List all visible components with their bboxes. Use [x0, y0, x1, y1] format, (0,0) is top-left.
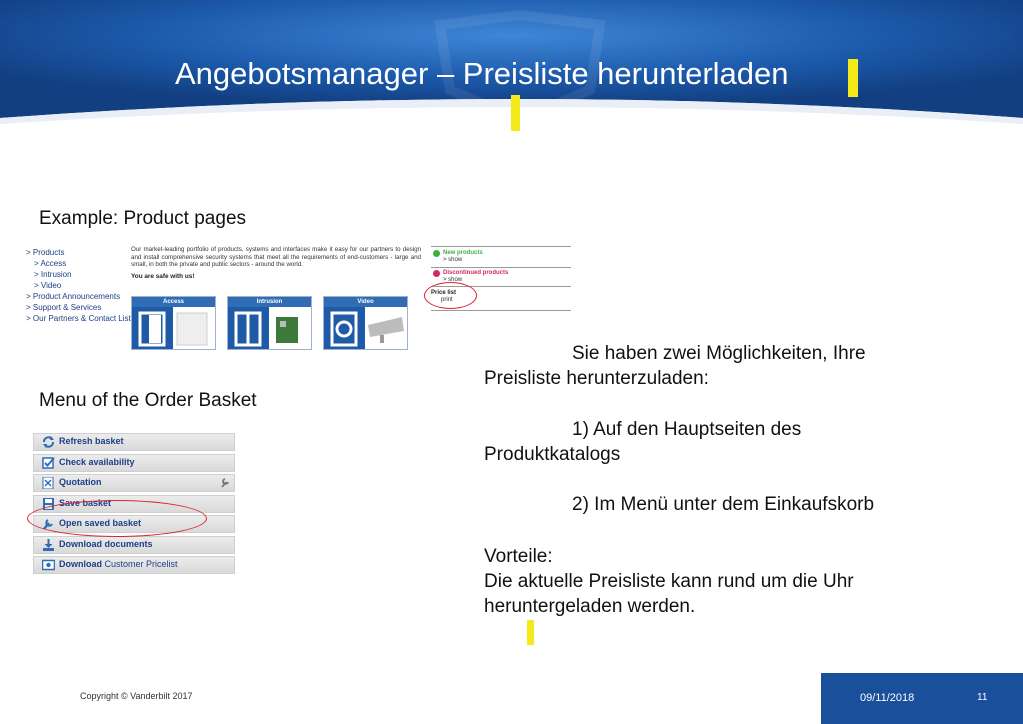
- discontinued-show-link[interactable]: > show: [443, 277, 463, 283]
- product-intro-text: Our market-leading portfolio of products, systems and interfaces make it easy for our partners to design and install comprehensive security systems that meet all the requirements of end-customers - large and small, in both the private and public sectors - around the world.: [131, 246, 421, 269]
- right-paragraph-2: [484, 417, 801, 467]
- tile-title: Intrusion: [228, 297, 311, 307]
- menu-item[interactable]: > Products: [26, 248, 65, 257]
- divider: [431, 246, 571, 247]
- checkbox-icon: [42, 457, 55, 469]
- tile-video[interactable]: [323, 296, 408, 350]
- status-dot-icon: [433, 270, 440, 277]
- menu-label: Refresh basket: [59, 436, 124, 446]
- text-line: Produktkatalogs: [484, 444, 621, 465]
- door-icon: [132, 307, 215, 349]
- pricelist-icon: [42, 559, 55, 571]
- wrench-icon: [220, 477, 230, 488]
- copyright-text: Copyright © Vanderbilt 2017: [80, 691, 193, 701]
- slide-title: Angebotsmanager – Preisliste herunterladen: [175, 56, 789, 91]
- footer-box: [821, 673, 1023, 724]
- new-products-show-link[interactable]: > show: [443, 257, 463, 263]
- menu-item[interactable]: > Support & Services: [26, 303, 102, 312]
- quotation-button[interactable]: [33, 474, 235, 492]
- price-list-print-link[interactable]: print: [441, 297, 453, 303]
- menu-item[interactable]: > Intrusion: [34, 270, 72, 279]
- download-customer-pricelist-button[interactable]: [33, 556, 235, 574]
- header-banner: [0, 0, 1023, 160]
- text-line: 1) Auf den Hauptseiten des: [572, 419, 802, 440]
- menu-label-bold: Download: [59, 559, 102, 569]
- highlight-oval: [424, 282, 477, 309]
- new-products-label[interactable]: New products: [443, 250, 483, 256]
- text-line: Die aktuelle Preisliste kann rund um die Uhr: [484, 571, 854, 592]
- text-line: Preisliste herunterzuladen:: [484, 368, 709, 389]
- discontinued-products-label[interactable]: Discontinued products: [443, 270, 509, 276]
- page-number: 11: [977, 692, 988, 703]
- refresh-icon: [42, 436, 55, 448]
- window-icon: [228, 307, 311, 349]
- product-safe-text: You are safe with us!: [131, 273, 195, 280]
- right-paragraph-3: [484, 492, 874, 517]
- example-label: Example: Product pages: [39, 208, 247, 229]
- highlight-mark: [511, 95, 520, 131]
- download-icon: [42, 539, 55, 551]
- menu-label: [59, 559, 178, 569]
- divider: [431, 310, 571, 311]
- highlight-mark: [848, 59, 858, 97]
- tile-access[interactable]: [131, 296, 216, 350]
- product-menu: [26, 247, 136, 324]
- right-paragraph-1: [484, 341, 866, 391]
- download-documents-button[interactable]: [33, 536, 235, 554]
- price-list-label: Price list: [431, 290, 457, 296]
- menu-item[interactable]: > Access: [34, 259, 67, 268]
- menu-label: Check availability: [59, 456, 135, 467]
- menu-item[interactable]: > Our Partners & Contact List: [26, 314, 131, 323]
- menu-label: Download documents: [59, 538, 153, 549]
- menu-item[interactable]: > Video: [34, 281, 62, 290]
- footer-date: 09/11/2018: [860, 692, 915, 704]
- menu-label-rest: Customer Pricelist: [102, 559, 178, 569]
- menu-label: Open saved basket: [59, 518, 142, 528]
- text-line: 2) Im Menü unter dem Einkaufskorb: [572, 494, 875, 515]
- text-line: heruntergeladen werden.: [484, 596, 696, 617]
- text-line: Sie haben zwei Möglichkeiten, Ihre: [572, 343, 866, 364]
- menu-label: Quotation: [59, 477, 102, 487]
- excel-icon: [42, 477, 55, 489]
- highlight-oval: [27, 497, 207, 537]
- tile-title: Access: [132, 297, 215, 307]
- highlight-mark: [527, 620, 534, 645]
- divider: [431, 267, 571, 268]
- text-line: Vorteile:: [484, 546, 553, 567]
- menu-item[interactable]: > Product Announcements: [26, 292, 121, 301]
- refresh-basket-button[interactable]: [33, 433, 235, 451]
- tile-title: Video: [324, 297, 407, 307]
- tile-intrusion[interactable]: [227, 296, 312, 350]
- right-paragraph-4: [484, 544, 854, 619]
- status-dot-icon: [433, 250, 440, 257]
- camera-icon: [324, 307, 407, 349]
- check-availability-button[interactable]: [33, 454, 235, 472]
- menu-label: Save basket: [59, 497, 112, 508]
- basket-label: Menu of the Order Basket: [39, 390, 257, 411]
